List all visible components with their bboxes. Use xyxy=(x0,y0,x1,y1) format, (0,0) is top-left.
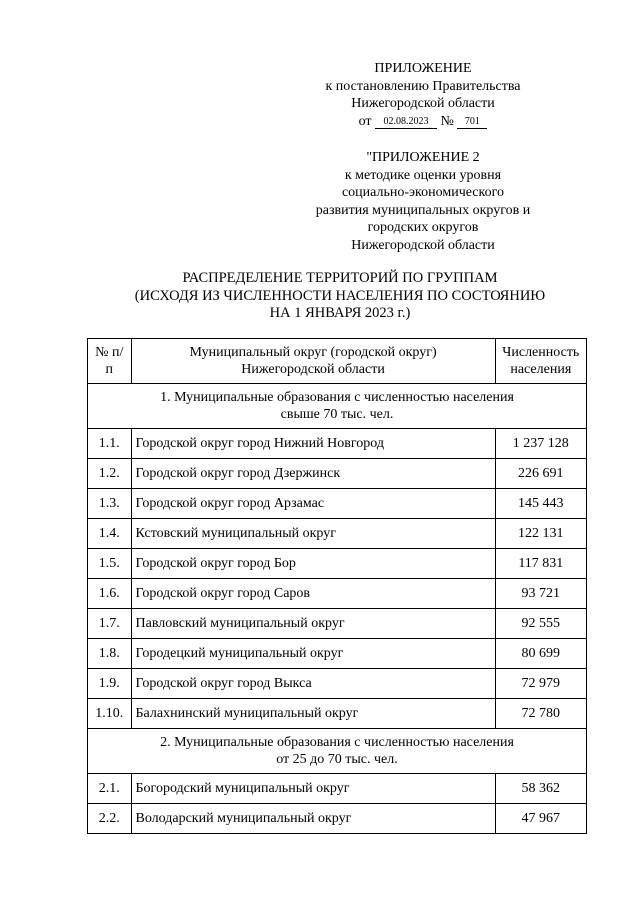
section-row xyxy=(88,384,587,429)
date-prefix: от xyxy=(358,113,372,129)
row-municipality-name: Городской округ город Нижний Новгород xyxy=(131,429,495,459)
section-1-heading: 1. Муниципальные образования с численностью населения свыше 70 тыс. чел. xyxy=(88,384,587,429)
row-population: 226 691 xyxy=(495,459,586,489)
header-population: Численность населения xyxy=(495,339,586,384)
table-row xyxy=(88,429,587,459)
row-number: 1.10. xyxy=(88,699,132,729)
row-number: 1.2. xyxy=(88,459,132,489)
row-municipality-name: Городской округ город Выкса xyxy=(131,669,495,699)
row-municipality-name: Кстовский муниципальный округ xyxy=(131,519,495,549)
table-row xyxy=(88,609,587,639)
row-municipality-name: Богородский муниципальный округ xyxy=(131,774,495,804)
row-number: 1.4. xyxy=(88,519,132,549)
decree-date: 02.08.2023 xyxy=(375,116,437,129)
row-population: 122 131 xyxy=(495,519,586,549)
row-municipality-name: Балахнинский муниципальный округ xyxy=(131,699,495,729)
header-num: № п/п xyxy=(88,339,132,384)
table-header-row xyxy=(88,339,587,384)
appendix2-line-1: к методике оценки уровня xyxy=(344,167,502,183)
document-title-line-1: РАСПРЕДЕЛЕНИЕ ТЕРРИТОРИЙ ПО ГРУППАМ xyxy=(182,270,498,286)
row-number: 1.9. xyxy=(88,669,132,699)
table-row xyxy=(88,699,587,729)
groups-table xyxy=(87,338,587,834)
appendix-line-2: Нижегородской области xyxy=(351,96,495,111)
appendix2-line-5: Нижегородской области xyxy=(351,237,495,253)
row-municipality-name: Городской округ город Саров xyxy=(131,579,495,609)
appendix-header xyxy=(300,60,546,130)
table-row xyxy=(88,459,587,489)
row-population: 1 237 128 xyxy=(495,429,586,459)
row-number: 1.6. xyxy=(88,579,132,609)
table-row xyxy=(88,639,587,669)
appendix-title: ПРИЛОЖЕНИЕ xyxy=(374,61,472,76)
document-title-line-2: (ИСХОДЯ ИЗ ЧИСЛЕННОСТИ НАСЕЛЕНИЯ ПО СОСТОЯНИЮ xyxy=(134,287,546,304)
table-row xyxy=(88,489,587,519)
row-number: 2.1. xyxy=(88,774,132,804)
row-number: 1.7. xyxy=(88,609,132,639)
row-population: 145 443 xyxy=(495,489,586,519)
row-number: 1.3. xyxy=(88,489,132,519)
document-title-line-3: НА 1 ЯНВАРЯ 2023 г.) xyxy=(269,305,411,321)
appendix2-line-2: социально-экономического xyxy=(341,185,505,200)
row-number: 1.8. xyxy=(88,639,132,669)
table-row xyxy=(88,669,587,699)
section-row xyxy=(88,729,587,774)
row-population: 117 831 xyxy=(495,549,586,579)
row-number: 1.5. xyxy=(88,549,132,579)
row-number: 2.2. xyxy=(88,804,132,834)
row-municipality-name: Городецкий муниципальный округ xyxy=(131,639,495,669)
row-population: 72 979 xyxy=(495,669,586,699)
row-population: 80 699 xyxy=(495,639,586,669)
appendix2-header xyxy=(300,149,546,254)
table-row xyxy=(88,519,587,549)
document-title xyxy=(90,270,590,323)
row-population: 58 362 xyxy=(495,774,586,804)
table-row xyxy=(88,774,587,804)
row-municipality-name: Городской округ город Дзержинск xyxy=(131,459,495,489)
number-prefix: № xyxy=(440,113,454,129)
row-number: 1.1. xyxy=(88,429,132,459)
appendix-line-1: к постановлению Правительства xyxy=(325,78,521,94)
row-municipality-name: Городской округ город Арзамас xyxy=(131,489,495,519)
header-name: Муниципальный округ (городской округ) Нижегородской области xyxy=(131,339,495,384)
appendix2-title: "ПРИЛОЖЕНИЕ 2 xyxy=(366,150,480,165)
row-population: 92 555 xyxy=(495,609,586,639)
appendix2-line-3: развития муниципальных округов и xyxy=(315,202,531,218)
appendix2-line-4: городских округов xyxy=(367,220,479,235)
table-row xyxy=(88,804,587,834)
decree-number: 701 xyxy=(457,116,487,129)
row-municipality-name: Павловский муниципальный округ xyxy=(131,609,495,639)
row-municipality-name: Городской округ город Бор xyxy=(131,549,495,579)
table-row xyxy=(88,579,587,609)
row-population: 93 721 xyxy=(495,579,586,609)
appendix-date-line xyxy=(300,113,546,131)
row-municipality-name: Володарский муниципальный округ xyxy=(131,804,495,834)
row-population: 47 967 xyxy=(495,804,586,834)
section-2-heading: 2. Муниципальные образования с численностью населения от 25 до 70 тыс. чел. xyxy=(88,729,587,774)
row-population: 72 780 xyxy=(495,699,586,729)
table-row xyxy=(88,549,587,579)
